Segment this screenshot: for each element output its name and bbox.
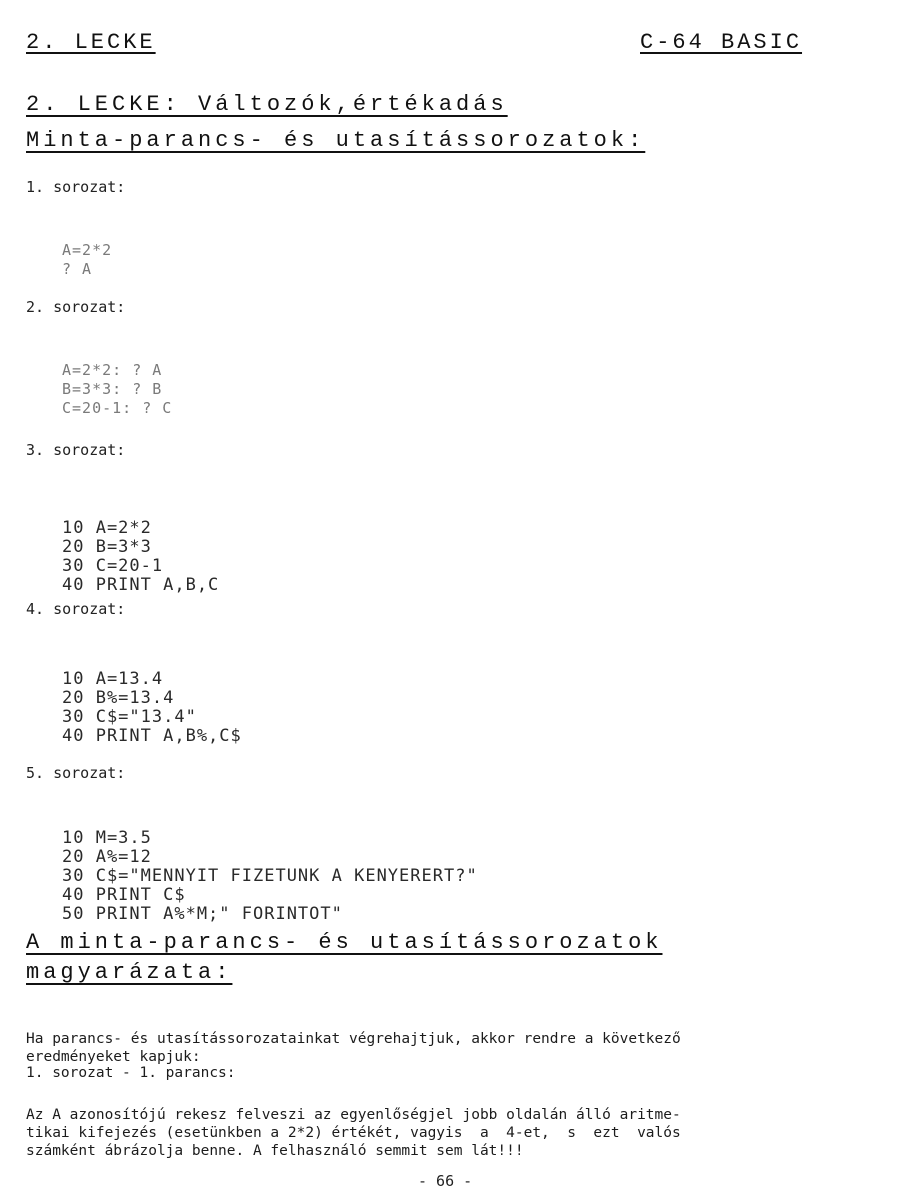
code-line: 10 A=2*2 — [62, 518, 152, 538]
item-text — [26, 1088, 681, 1160]
lesson-title: 2. LECKE: Változók,értékadás — [26, 92, 508, 117]
code-line: 10 M=3.5 — [62, 828, 152, 848]
series-4-code — [62, 651, 242, 746]
series-2-code — [62, 342, 172, 418]
code-line: 20 A%=12 — [62, 847, 152, 867]
code-line: 10 A=13.4 — [62, 669, 164, 689]
series-5-label: 5. sorozat: — [26, 764, 126, 782]
text-line: számként ábrázolja benne. A felhasználó semmit sem lát!!! — [26, 1143, 524, 1159]
code-line: 40 PRINT A,B,C — [62, 575, 220, 595]
code-line: 30 C$="13.4" — [62, 707, 197, 727]
series-1-label: 1. sorozat: — [26, 178, 126, 196]
series-4-label: 4. sorozat: — [26, 600, 126, 618]
page-number: - 66 - — [418, 1172, 473, 1190]
section-subtitle: Minta-parancs- és utasítássorozatok: — [26, 128, 646, 153]
series-2-label: 2. sorozat: — [26, 298, 126, 316]
code-line: 40 PRINT C$ — [62, 885, 186, 905]
code-line: A=2*2: ? A — [62, 361, 163, 379]
explanation-heading: A minta-parancs- és utasítássorozatok — [26, 930, 663, 955]
series-1-code — [62, 222, 112, 279]
item-label: 1. sorozat - 1. parancs: — [26, 1065, 236, 1081]
series-3-label: 3. sorozat: — [26, 441, 126, 459]
text-line: Az A azonosítójú rekesz felveszi az egyenlőségjel jobb oldalán álló aritme- — [26, 1107, 681, 1123]
code-line: 20 B=3*3 — [62, 537, 152, 557]
code-line: A=2*2 — [62, 241, 113, 259]
code-line: 40 PRINT A,B%,C$ — [62, 726, 242, 746]
header-book-title: C-64 BASIC — [640, 30, 803, 55]
explanation-intro — [26, 1012, 681, 1066]
code-line: ? A — [62, 260, 93, 278]
code-line: C=20-1: ? C — [62, 399, 173, 417]
series-5-code — [62, 810, 478, 924]
series-3-code — [62, 500, 219, 595]
code-line: B=3*3: ? B — [62, 380, 163, 398]
text-line: eredményeket kapjuk: — [26, 1049, 201, 1065]
code-line: 30 C=20-1 — [62, 556, 164, 576]
code-line: 30 C$="MENNYIT FIZETUNK A KENYERERT?" — [62, 866, 478, 886]
code-line: 20 B%=13.4 — [62, 688, 175, 708]
explanation-heading-cont: magyarázata: — [26, 960, 233, 985]
text-line: Ha parancs- és utasítássorozatainkat végrehajtjuk, akkor rendre a következő — [26, 1031, 681, 1047]
header-lesson: 2. LECKE — [26, 30, 156, 55]
text-line: tikai kifejezés (esetünkben a 2*2) értékét, vagyis a 4-et, s ezt valós — [26, 1125, 681, 1141]
code-line: 50 PRINT A%*M;" FORINTOT" — [62, 904, 343, 924]
